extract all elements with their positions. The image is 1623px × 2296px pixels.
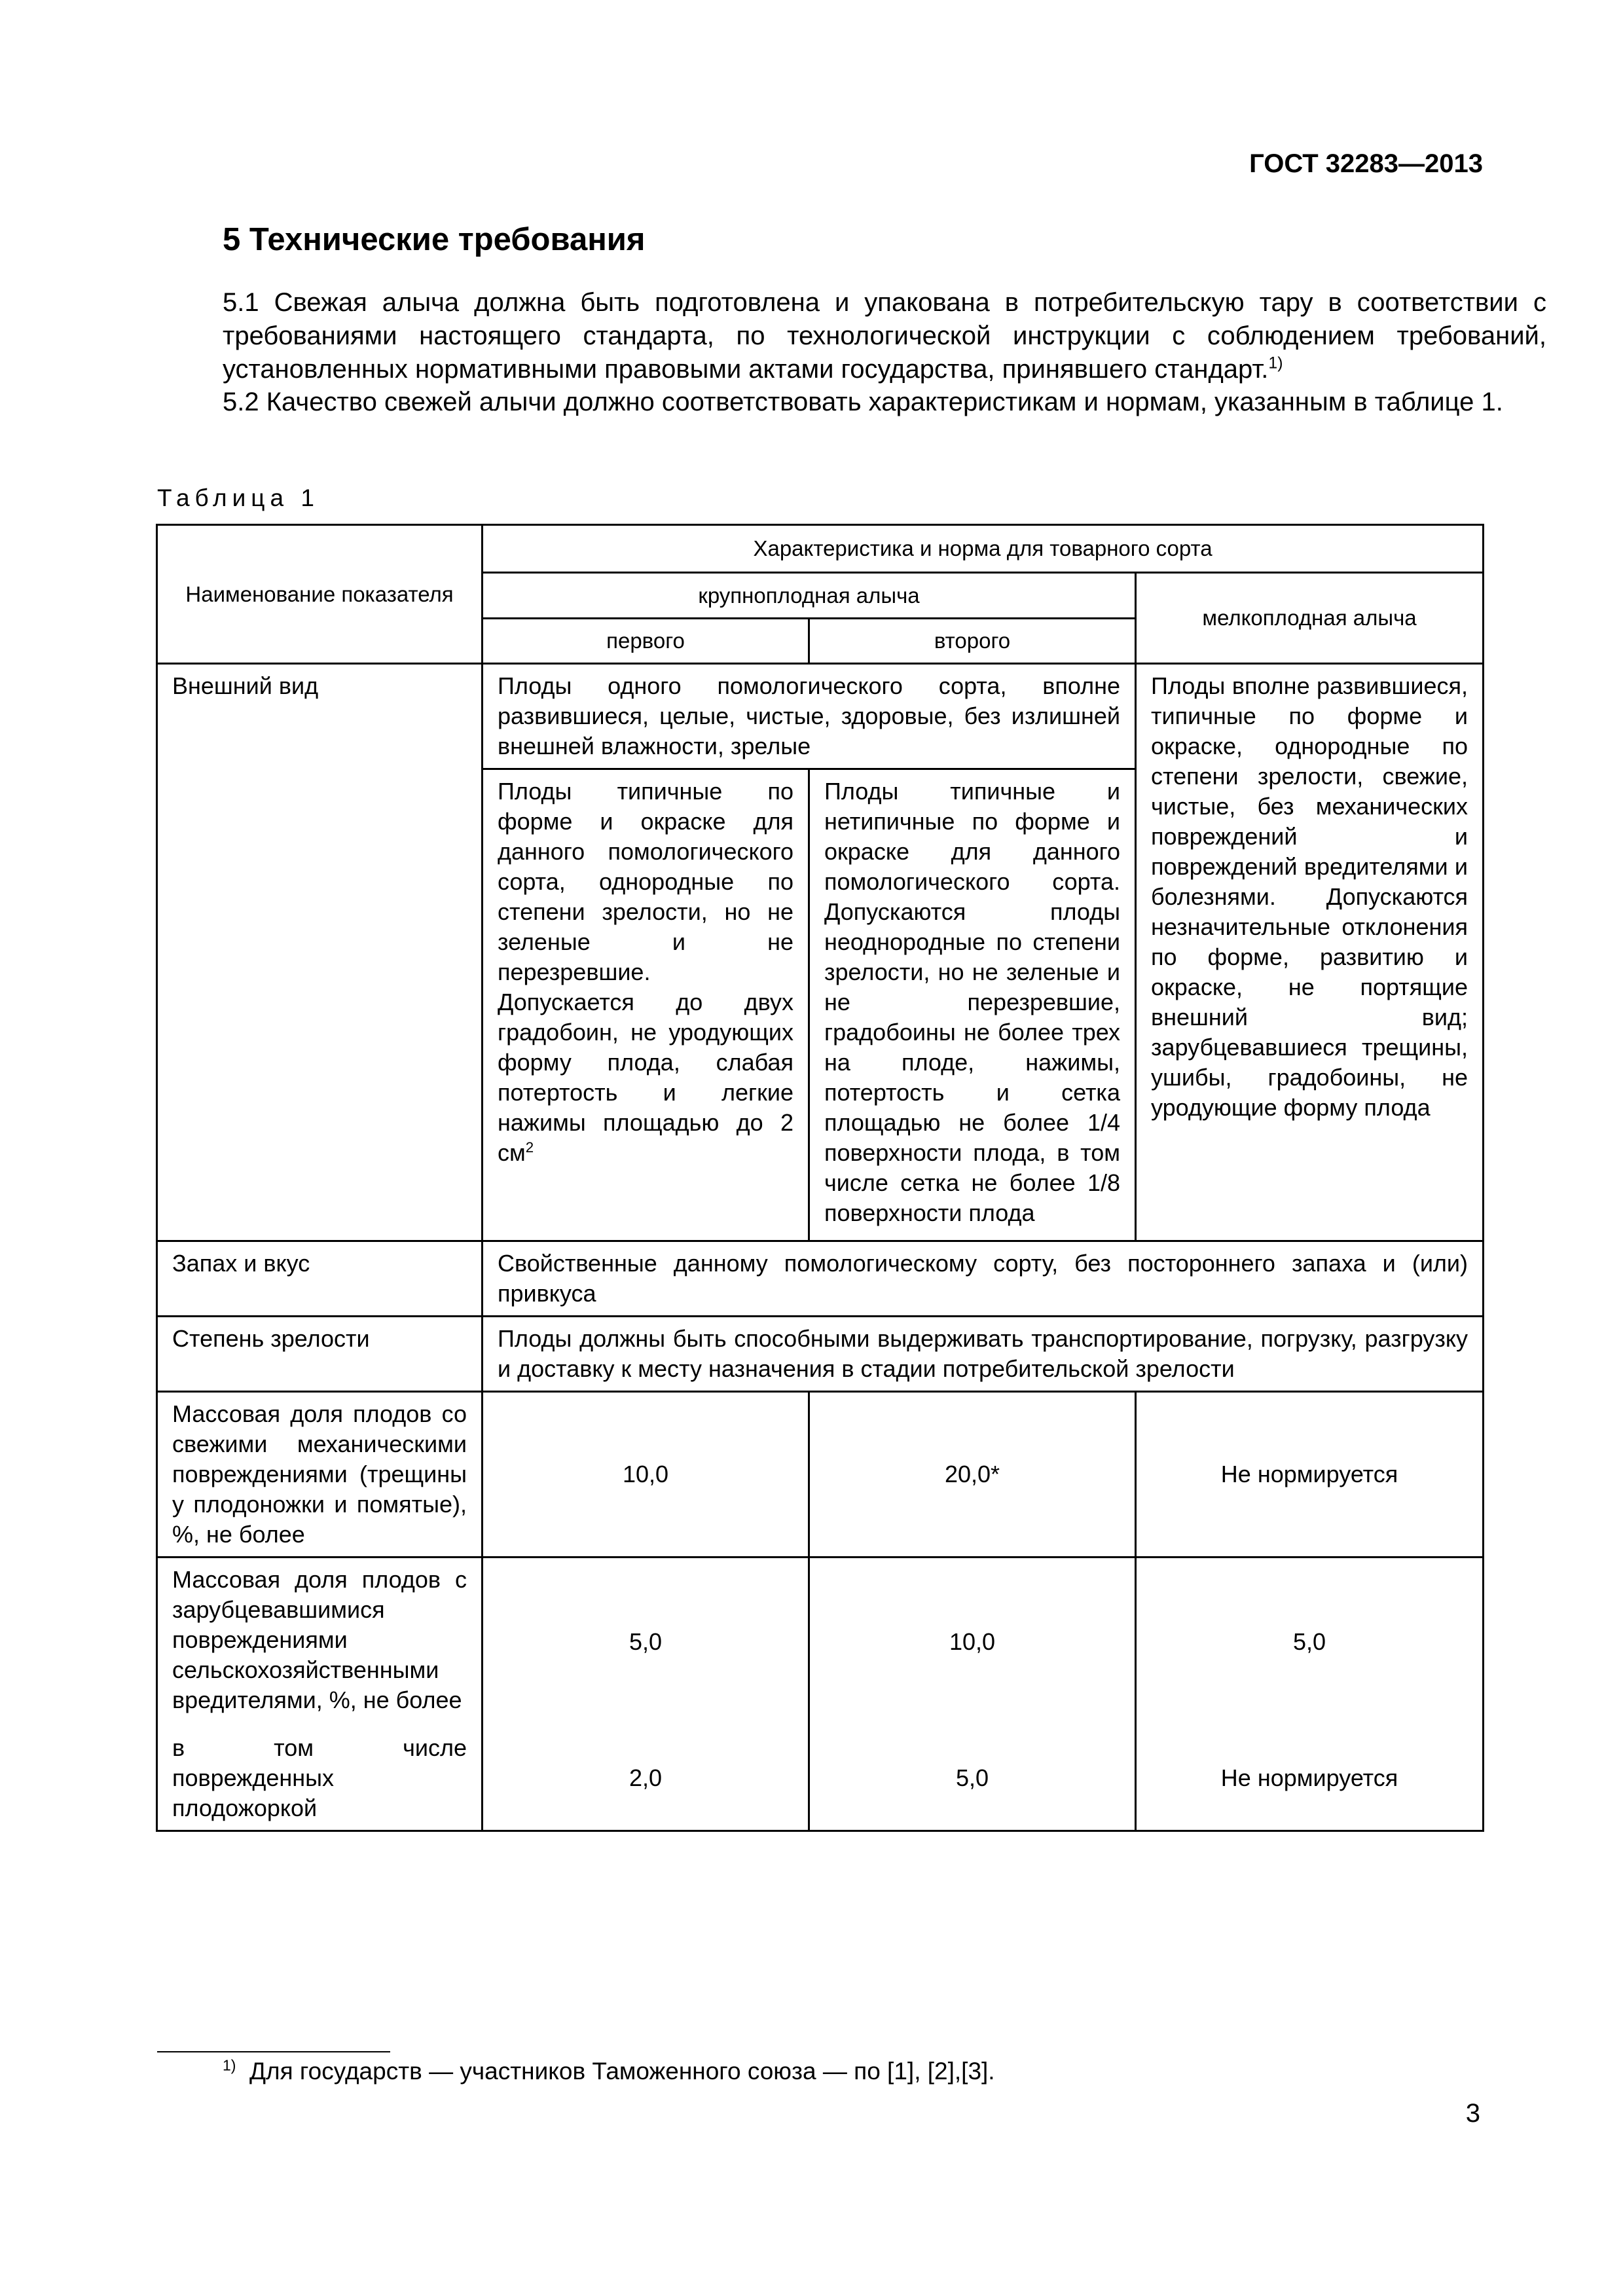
appearance-common: Плоды одного помологического сорта, вполне развившиеся, целые, чистые, здоровые, без излишней внешней влажности, зрелые <box>483 664 1136 769</box>
row-name-appearance: Внешний вид <box>157 664 483 1241</box>
table-row <box>157 1558 1484 1726</box>
mech-small: Не нормируется <box>1136 1392 1484 1558</box>
footnote-divider <box>157 2051 390 2052</box>
footnote-mark: 1) <box>223 2056 236 2074</box>
row-name-ripeness: Степень зрелости <box>157 1317 483 1392</box>
pests-first: 5,0 <box>483 1558 809 1726</box>
smell-value: Свойственные данному помологическому сорту, без постороннего запаха и (или) привкуса <box>483 1241 1484 1317</box>
unit-superscript: 2 <box>525 1139 534 1156</box>
row-name-mech: Массовая доля плодов со свежими механическими повреждениями (трещины у плодоножки и помятые), %, не более <box>157 1392 483 1558</box>
table-row <box>157 1392 1484 1558</box>
paragraph-5-1-text: 5.1 Свежая алыча должна быть подготовлена и упакована в потребительскую тару в соответствии с требованиями настоящего стандарта, по технологической инструкции с соблюдением требований, установленных нормативными правовыми актами государства, принявшего стандарт. <box>223 288 1546 384</box>
header-group: Характеристика и норма для товарного сорта <box>483 525 1484 573</box>
table-row <box>157 1317 1484 1392</box>
footnote-text: Для государств — участников Таможенного союза — по [1], [2],[3]. <box>249 2058 995 2085</box>
table-row <box>157 1241 1484 1317</box>
row-name-smell: Запах и вкус <box>157 1241 483 1317</box>
appearance-first-text: Плоды типичные по форме и окраске для данного помологического сорта, однородные по степени зрелости, но не зеленые и не перезревшие. Допускается до двух градобоин, не уродующих форму плода, слабая потертость и легкие нажимы площадью до 2 см <box>498 778 793 1166</box>
paragraph-5-1 <box>157 286 1546 386</box>
mech-first: 10,0 <box>483 1392 809 1558</box>
appearance-first <box>483 769 809 1241</box>
paragraph-5-2: 5.2 Качество свежей алычи должно соответствовать характеристикам и нормам, указанным в таблице 1. <box>223 388 1503 416</box>
pests-small: 5,0 <box>1136 1558 1484 1726</box>
row-name-moth: в том числе поврежденных плодожоркой <box>157 1726 483 1831</box>
section-title: 5 Технические требования <box>223 222 646 257</box>
header-small-fruit: мелкоплодная алыча <box>1136 573 1484 664</box>
standard-code: ГОСТ 32283—2013 <box>1249 149 1483 178</box>
appearance-second: Плоды типичные и нетипичные по форме и окраске для данного помологического сорта. Допускаются плоды неоднородные по степени зрелости, но не зеленые и не перезревшие, градобоины не более трех на плоде, нажимы, потертость и сетка площадью не более 1/4 поверхности плода, в том числе сетка не более 1/8 поверхности плода <box>809 769 1136 1241</box>
moth-second: 5,0 <box>809 1726 1136 1831</box>
header-row-1 <box>157 525 1484 573</box>
appearance-small: Плоды вполне развившиеся, типичные по форме и окраске, однородные по степени зрелости, свежие, чистые, без механических повреждений и повреждений вредителями и болезнями. Допускаются незначительные отклонения по форме, развитию и окраске, не портящие внешний вид; зарубцевавшиеся трещины, ушибы, градобоины, не уродующие форму плода <box>1136 664 1484 1241</box>
table-row <box>157 664 1484 769</box>
footnote-ref: 1) <box>1268 354 1283 373</box>
quality-table <box>156 524 1484 1832</box>
mech-second: 20,0* <box>809 1392 1136 1558</box>
ripeness-value: Плоды должны быть способными выдерживать транспортирование, погрузку, разгрузку и доставку к месту назначения в стадии потребительской зрелости <box>483 1317 1484 1392</box>
table-row <box>157 1726 1484 1831</box>
moth-small: Не нормируется <box>1136 1726 1484 1831</box>
footnote <box>223 2058 995 2085</box>
header-large-fruit: крупноплодная алыча <box>483 573 1136 619</box>
header-second-grade: второго <box>809 619 1136 664</box>
pests-second: 10,0 <box>809 1558 1136 1726</box>
moth-first: 2,0 <box>483 1726 809 1831</box>
header-first-grade: первого <box>483 619 809 664</box>
header-indicator: Наименование показателя <box>157 525 483 664</box>
table-label: Таблица 1 <box>157 484 319 511</box>
page-number: 3 <box>1465 2099 1480 2128</box>
row-name-pests: Массовая доля плодов с зарубцевавшимися повреждениями сельскохозяйственными вредителями, %, не более <box>157 1558 483 1726</box>
